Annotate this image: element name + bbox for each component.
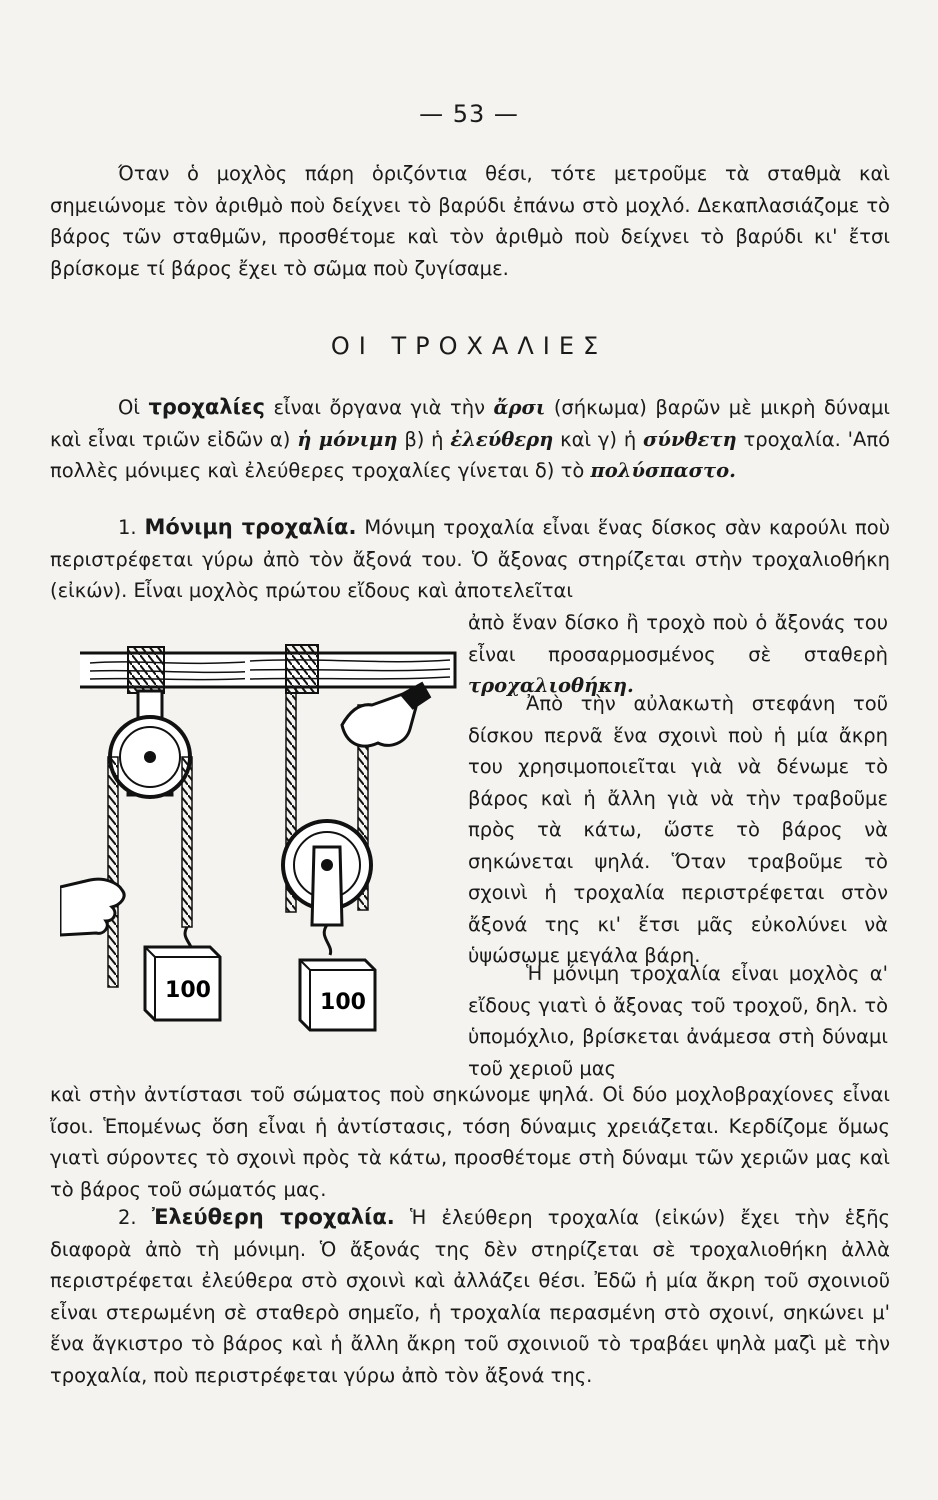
right-weight (300, 960, 375, 1030)
def-text-5: καὶ γ) ἡ (553, 427, 644, 451)
pulley-housing-term: τροχαλιοθήκη. (468, 674, 634, 697)
def-text-3: (σήκωμα) βαρῶν μὲ μικρὴ δύναμι καὶ εἶναι τριῶν εἰδῶν α) (50, 396, 890, 451)
free-pulley-text: Ἡ ἐλεύθερη τροχαλία (εἰκών) ἔχει τὴν ἑξῆς διαφορὰ ἀπὸ τὴ μόνιμη. Ὁ ἄξονάς της δὲν στηρίζεται σὲ τροχαλιοθήκη ἀλλὰ περιστρέφεται ἐλεύθερα στὸ σχοινὶ καὶ ἀλλάζει θέσι. Ἐδῶ ἡ μία ἄκρη τοῦ σχοινιοῦ εἶναι στερωμένη σὲ σταθερὸ σημεῖο, ἡ τροχαλία περασμένη στὸ σχοινί, σηκώνει μ' ἕνα ἄγκιστρο τὸ βάρος καὶ ἡ ἄλλη ἄκρη τοῦ σχοινιοῦ τὸ τραβάει ψηλὰ μαζὶ μὲ τὴν τροχαλία, ποὺ περιστρέφεται γύρω ἀπὸ τὸν ἄξονά της. (50, 1206, 891, 1387)
right-hook (324, 925, 330, 955)
def-text-6: τροχαλία. 'Από πολλὲς μόνιμες καὶ ἐλεύθερες τροχαλίες γίνεται δ) τὸ (50, 427, 891, 482)
def-term-block-and-tackle: πολύσπαστο. (590, 459, 736, 482)
fixed-pulley-number: 1. (118, 516, 145, 539)
pulleys-illustration (60, 625, 460, 1035)
free-pulley-heading: Ἐλεύθερη τροχαλία. (151, 1205, 395, 1229)
fixed-pulley-rope-left (108, 757, 118, 987)
pulleys-definition-paragraph (50, 392, 890, 487)
page-number: — 53 — (419, 100, 519, 128)
fixed-pulley-heading: Μόνιμη τροχαλία. (144, 515, 357, 539)
section-title: ΟΙ ΤΡΟΧΑΛΙΕΣ (330, 332, 608, 360)
left-weight-label: 100 (165, 978, 211, 1003)
free-pulley-number: 2. (118, 1206, 152, 1229)
def-term-lifting: ἄρσι (493, 396, 546, 419)
column-text-1: ἀπὸ ἕναν δίσκο ἢ τροχὸ ποὺ ὁ ἄξονάς του εἶναι προσαρμοσμένος σὲ σταθερὴ (468, 611, 888, 666)
left-beam-lashing (128, 647, 164, 693)
column-paragraph-2: Ἀπὸ τὴν αὐλακωτὴ στεφάνη τοῦ δίσκου περνᾶ ἕνα σχοινὶ ποὺ ἡ μία ἄκρη του χρησιμοποιεῖται γιὰ νὰ δένωμε τὸ βάρος καὶ ἡ ἄλλη γιὰ νὰ τὴν τραβοῦμε πρὸς τὰ κάτω, ὥστε τὸ βάρος νὰ σηκώνεται ψηλά. Ὅταν τραβοῦμε τὸ σχοινὶ ἡ τροχαλία περιστρέφεται στὸν ἄξονά της κι' ἔτσι μᾶς εὐκολύνει νὰ ὑψώσωμε μεγάλα βάρη. (468, 692, 888, 967)
def-text-4: β) ἡ (397, 427, 451, 451)
right-weight-label: 100 (320, 990, 366, 1015)
lever-arms-paragraph: καὶ στὴν ἀντίστασι τοῦ σώματος ποὺ σηκώνομε ψηλά. Οἱ δύο μοχλοβραχίονες εἶναι ἴσοι. Ἑπομένως ὅση εἶναι ἡ ἀντίστασις, τόση δύναμις χρειάζεται. Κερδίζομε ὅμως γιατὶ σύροντες τὸ σχοινὶ πρὸς τὰ κάτω, προσθέτομε στὴ δύναμι τῶν χεριῶν μας καὶ τὸ βάρος τοῦ σώματός μας. (50, 1083, 890, 1201)
def-term-free: ἐλεύθερη (450, 427, 554, 451)
right-beam-lashing (286, 645, 318, 693)
right-beam (245, 653, 455, 687)
def-term-pulleys: τροχαλίες (148, 395, 265, 419)
free-pulley-paragraph (50, 1202, 890, 1391)
def-term-fixed: ἡ μόνιμη (297, 427, 398, 451)
def-term-compound: σύνθετη (643, 427, 737, 451)
fixed-pulley-paragraph (50, 512, 890, 607)
fixed-pulley (110, 691, 190, 797)
fixed-pulley-rope-right (182, 757, 192, 927)
intro-paragraph: Όταν ὁ μοχλὸς πάρη ὁριζόντια θέσι, τότε μετροῦμε τὰ σταθμὰ καὶ σημειώνομε τὸν ἀριθμὸ ποὺ δείχνει τὸ βαρύδι ἐπάνω στὸ μοχλό. Δεκαπλασιάζομε τὸ βάρος τῶν σταθμῶν, προσθέτομε καὶ τὸν ἀριθμὸ ποὺ δείχνει τὸ βαρύδι κι' ἔτσι βρίσκομε τί βάρος ἔχει τὸ σῶμα ποὺ ζυγίσαμε. (50, 162, 890, 280)
column-paragraph-3: Ἡ μόνιμη τροχαλία εἶναι μοχλὸς α' εἴδους γιατὶ ὁ ἄξονας τοῦ τροχοῦ, δηλ. τὸ ὑπομόχλιο, βρίσκεται ἀνάμεσα στὴ δύναμι τοῦ χεριοῦ μας (468, 962, 888, 1080)
fixed-pulley-text: Μόνιμη τροχαλία εἶναι ἕνας δίσκος σὰν καρούλι ποὺ περιστρέφεται γύρω ἀπὸ τὸν ἄξονά του. Ὁ ἄξονας στηρίζεται στὴν τροχαλιοθήκη (εἰκών). Εἶναι μοχλὸς πρώτου εἴδους καὶ ἀποτελεῖται (50, 516, 890, 602)
def-text-1: Οἱ (118, 396, 149, 419)
left-weight (145, 947, 220, 1020)
def-text-2: εἶναι ὄργανα γιὰ τὴν (264, 396, 494, 419)
right-hand (342, 683, 430, 746)
